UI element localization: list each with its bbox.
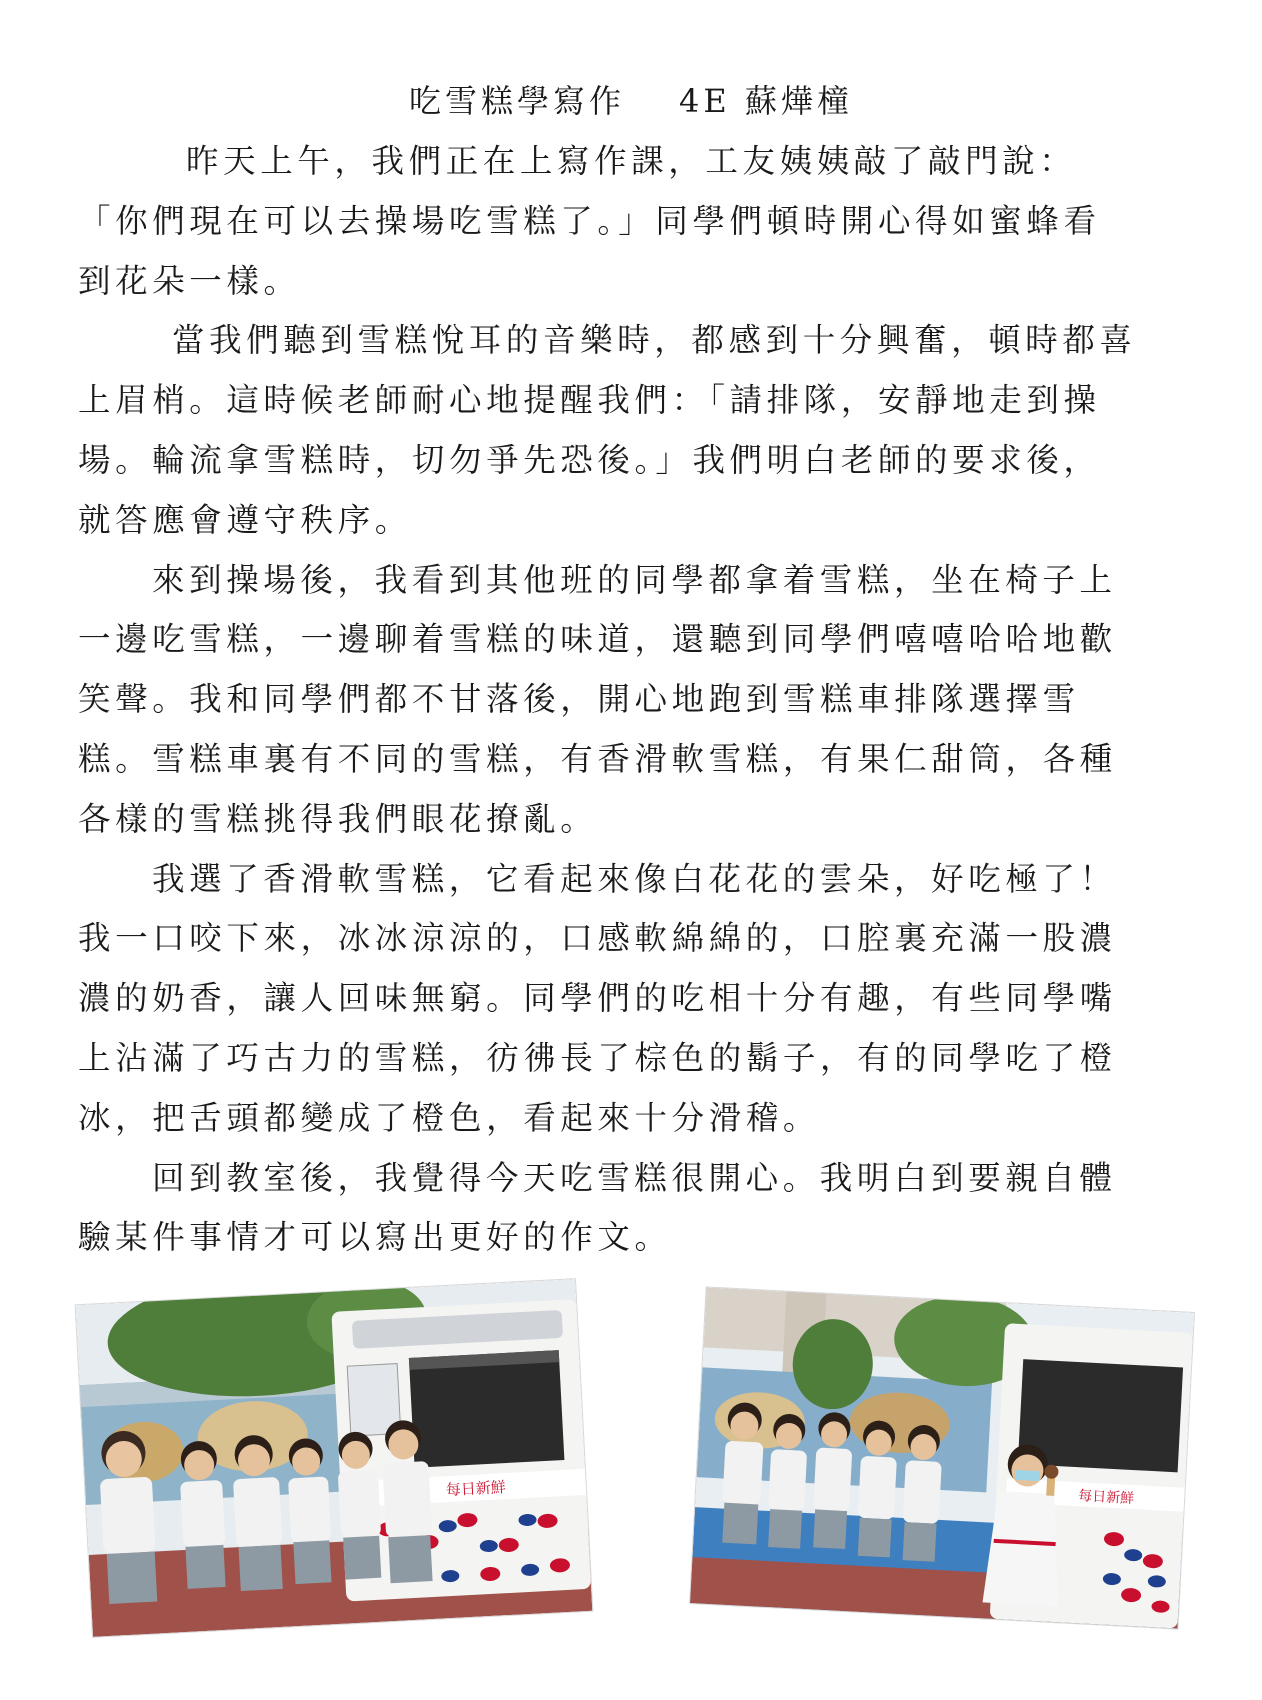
essay-line: 冰，把舌頭都變成了橙色，看起來十分滑稽。 [78,1098,821,1137]
title-text: 吃雪糕學寫作 [409,82,626,120]
essay-line: 濃的奶香，讓人回味無窮。同學們的吃相十分有趣，有些同學嘴 [78,979,1117,1018]
essay-line: 當我們聽到雪糕悅耳的音樂時，都感到十分興奮，頓時都喜 [172,321,1137,360]
essay-body [78,132,1188,1268]
essay-line: 「你們現在可以去操場吃雪糕了。」同學們頓時開心得如蜜蜂看 [78,201,1101,240]
essay-line: 到花朵一樣。 [78,261,301,300]
essay-line: 上眉梢。這時候老師耐心地提醒我們：「請排隊，安靜地走到操 [78,381,1101,420]
photo-illustration-left [76,1279,593,1637]
photo-illustration-right [690,1287,1194,1628]
essay-line: 來到操場後，我看到其他班的同學都拿着雪糕，坐在椅子上 [152,560,1117,599]
essay-line: 糕。雪糕車裏有不同的雪糕，有香滑軟雪糕，有果仁甜筒，各種 [78,739,1117,778]
essay-line: 回到教室後，我覺得今天吃雪糕很開心。我明白到要親自體 [152,1158,1117,1197]
essay-line: 昨天上午，我們正在上寫作課，工友姨姨敲了敲門說： [186,142,1077,180]
essay-line: 場。輪流拿雪糕時，切勿爭先恐後。」我們明白老師的要求後， [78,440,1101,479]
essay-title [0,76,1262,122]
essay-line: 就答應會遵守秩序。 [78,500,412,539]
essay-line: 一邊吃雪糕，一邊聊着雪糕的味道，還聽到同學們嘻嘻哈哈地歡 [78,620,1117,659]
essay-line: 驗某件事情才可以寫出更好的作文。 [78,1218,672,1257]
truck-slogan-left: 每日新鮮 [445,1478,507,1500]
author-name: 4E 蘇燁橦 [679,82,853,120]
essay-line: 各樣的雪糕挑得我們眼花撩亂。 [78,799,598,838]
ice-cream-truck-photo-left [76,1279,593,1637]
essay-line: 我選了香滑軟雪糕，它看起來像白花花的雲朵，好吃極了！ [152,859,1117,898]
essay-line: 我一口咬下來，冰冰涼涼的，口感軟綿綿的，口腔裏充滿一股濃 [78,919,1117,958]
ice-cream-truck-photo-right [690,1287,1194,1628]
essay-line: 上沾滿了巧古力的雪糕，彷彿長了棕色的鬍子，有的同學吃了橙 [78,1038,1117,1077]
essay-line: 笑聲。我和同學們都不甘落後，開心地跑到雪糕車排隊選擇雪 [78,680,1080,719]
truck-slogan-right: 每日新鮮 [1077,1488,1135,1508]
